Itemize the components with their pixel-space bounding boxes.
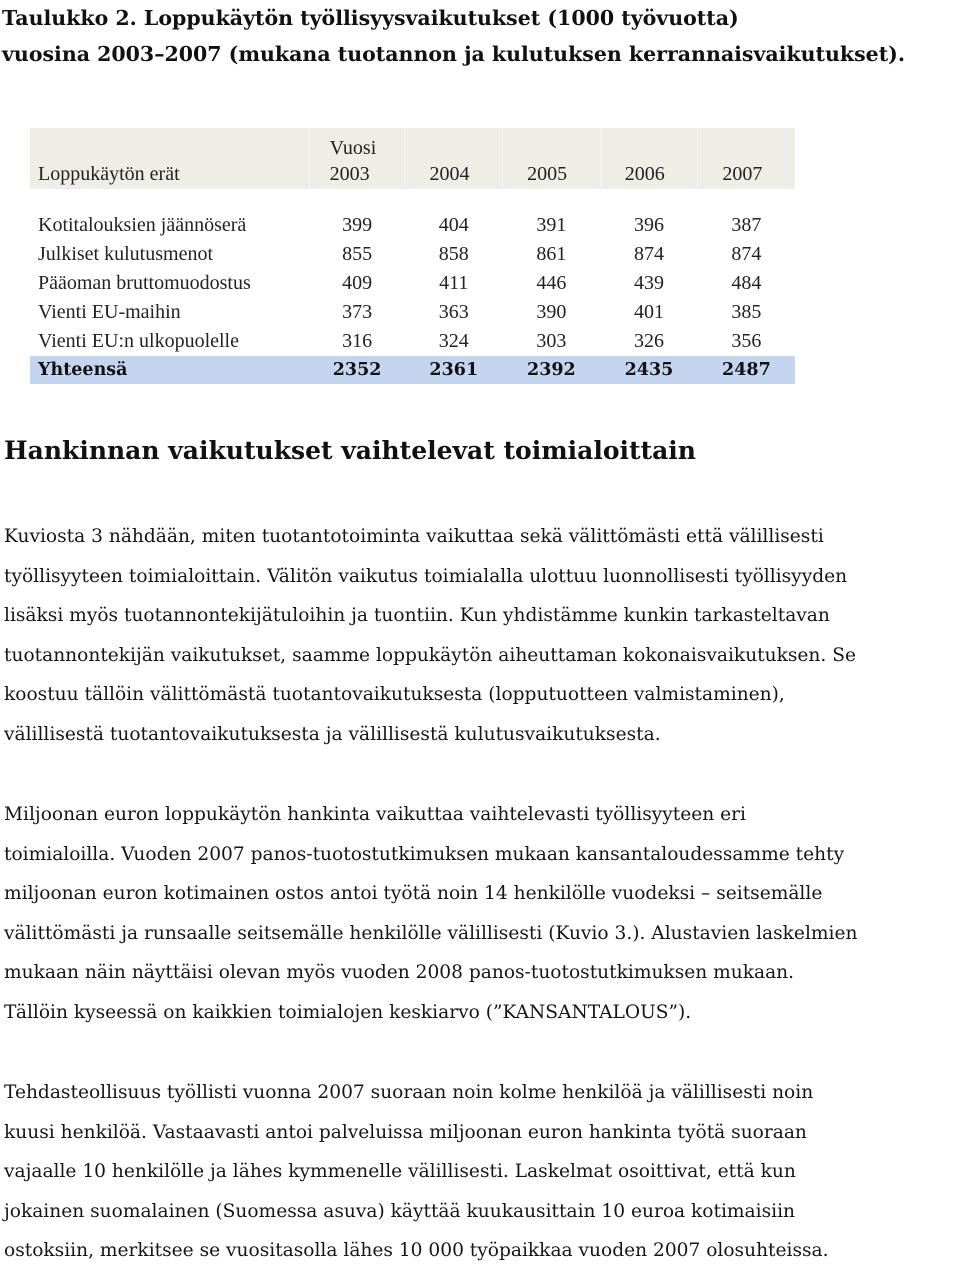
- paragraph-line: tuotannontekijän vaikutukset, saamme loppukäytön aiheuttaman kokonaisvaikutuksen. Se: [4, 644, 856, 666]
- table-cell: 385: [731, 301, 762, 323]
- body-paragraph: [4, 795, 959, 1032]
- paragraph-line: vajaalle 10 henkilölle ja lähes kymmenelle välillisesti. Laskelmat osoittivat, että kun: [4, 1161, 796, 1182]
- year-header: 2006: [600, 160, 698, 189]
- table-cell: 855: [342, 243, 373, 265]
- table-cell: 390: [536, 301, 567, 323]
- paragraph-line: välillisestä tuotantovaikutuksesta ja välillisestä kulutusvaikutuksesta.: [4, 723, 661, 745]
- table-cell: 373: [342, 301, 373, 323]
- table-cell: 409: [342, 272, 373, 294]
- total-row: [30, 356, 795, 384]
- paragraph-line: mukaan näin näyttäisi olevan myös vuoden 2008 panos-tuotostutkimuksen mukaan.: [4, 962, 795, 983]
- header-cell-empty: [503, 128, 601, 160]
- row-label: Vienti EU-maihin: [38, 301, 181, 323]
- spacer-cell: [30, 189, 795, 211]
- table-cell: 326: [634, 330, 664, 352]
- caption-line: vuosina 2003–2007 (mukana tuotannon ja kulutuksen kerrannaisvaikutukset).: [2, 42, 906, 66]
- table-cell: 401: [634, 301, 664, 323]
- paragraph-line: miljoonan euron kotimainen ostos antoi työtä noin 14 henkilölle vuodeksi – seitsemälle: [4, 883, 823, 904]
- table-cell: 303: [536, 330, 567, 352]
- paragraph-line: ostoksiin, merkitsee se vuositasolla lähes 10 000 työpaikkaa vuoden 2007 olosuhteissa.: [4, 1240, 829, 1261]
- table-row: [30, 211, 795, 240]
- employment-effects-table: [30, 128, 795, 384]
- table-cell: 861: [536, 243, 567, 265]
- row-label: Julkiset kulutusmenot: [38, 243, 213, 265]
- table-caption: [2, 0, 952, 72]
- year-header: 2007: [698, 160, 795, 189]
- paragraph-line: Tehdasteollisuus työllisti vuonna 2007 suoraan noin kolme henkilöä ja välillisesti noin: [4, 1082, 814, 1103]
- table-cell: 316: [342, 330, 373, 352]
- row-header-label: Loppukäytön erät: [30, 160, 309, 189]
- table-cell: 411: [439, 272, 469, 294]
- table-cell: 391: [536, 214, 567, 236]
- body-paragraph: [4, 517, 959, 754]
- table-row: [30, 269, 795, 298]
- total-cell: 2361: [405, 356, 503, 384]
- header-cell-empty: [30, 128, 309, 160]
- table-cell: 396: [634, 214, 664, 236]
- year-header: 2003: [309, 160, 405, 189]
- table-row: [30, 298, 795, 327]
- header-row-years: [30, 160, 795, 189]
- caption-line: Taulukko 2. Loppukäytön työllisyysvaikutukset (1000 työvuotta): [2, 6, 739, 30]
- table-cell: 399: [342, 214, 373, 236]
- data-table: [30, 128, 795, 384]
- header-row-year-group: [30, 128, 795, 160]
- body-paragraph: [4, 1073, 959, 1271]
- table-cell: 439: [634, 272, 664, 294]
- header-cell-empty: [698, 128, 795, 160]
- paragraph-line: Tällöin kyseessä on kaikkien toimialojen keskiarvo (”KANSANTALOUS”).: [4, 1001, 692, 1023]
- year-header: 2004: [405, 160, 503, 189]
- table-cell: 874: [634, 243, 664, 265]
- total-cell: 2435: [600, 356, 698, 384]
- paragraph-line: työllisyyteen toimialoittain. Välitön vaikutus toimialalla ulottuu luonnollisesti työllisyyden: [4, 565, 848, 587]
- header-cell-empty: [405, 128, 503, 160]
- paragraph-line: Kuviosta 3 nähdään, miten tuotantotoiminta vaikuttaa sekä välittömästi että välillisesti: [4, 526, 824, 547]
- paragraph-line: välittömästi ja runsaalle seitsemälle henkilölle välillisesti (Kuvio 3.). Alustavien laskelmien: [4, 922, 858, 944]
- paragraph-line: Miljoonan euron loppukäytön hankinta vaikuttaa vaihtelevasti työllisyyteen eri: [4, 804, 746, 825]
- table-cell: 387: [731, 214, 762, 236]
- table-cell: 446: [536, 272, 567, 294]
- table-cell: 484: [731, 272, 762, 294]
- paragraph-line: lisäksi myös tuotannontekijätuloihin ja tuontiin. Kun yhdistämme kunkin tarkasteltavan: [4, 605, 830, 626]
- year-header: 2005: [503, 160, 601, 189]
- table-cell: 874: [731, 243, 762, 265]
- table-row: [30, 240, 795, 269]
- table-cell: 858: [438, 243, 469, 265]
- total-cell: 2487: [698, 356, 795, 384]
- paragraph-line: kuusi henkilöä. Vastaavasti antoi palveluissa miljoonan euron hankinta työtä suoraan: [4, 1121, 807, 1143]
- total-label: Yhteensä: [30, 356, 309, 384]
- table-cell: 404: [438, 214, 469, 236]
- row-label: Kotitalouksien jäännöserä: [38, 214, 247, 236]
- row-label: Pääoman bruttomuodostus: [38, 272, 251, 294]
- table-cell: 356: [731, 330, 762, 352]
- total-cell: 2392: [503, 356, 601, 384]
- table-row: [30, 327, 795, 356]
- paragraph-line: toimialoilla. Vuoden 2007 panos-tuotostutkimuksen mukaan kansantaloudessamme tehty: [4, 843, 845, 865]
- section-heading: Hankinnan vaikutukset vaihtelevat toimialoittain: [4, 436, 696, 465]
- paragraph-line: koostuu tällöin välittömästä tuotantovaikutuksesta (lopputuotteen valmistaminen),: [4, 684, 785, 705]
- row-label: Vienti EU:n ulkopuolelle: [38, 330, 239, 352]
- table-cell: 324: [438, 330, 469, 352]
- spacer-row: [30, 189, 795, 211]
- year-group-label: Vuosi: [309, 128, 405, 160]
- paragraph-line: jokainen suomalainen (Suomessa asuva) käyttää kuukausittain 10 euroa kotimaisiin: [4, 1200, 795, 1222]
- total-cell: 2352: [309, 356, 405, 384]
- header-cell-empty: [600, 128, 698, 160]
- table-cell: 363: [438, 301, 469, 323]
